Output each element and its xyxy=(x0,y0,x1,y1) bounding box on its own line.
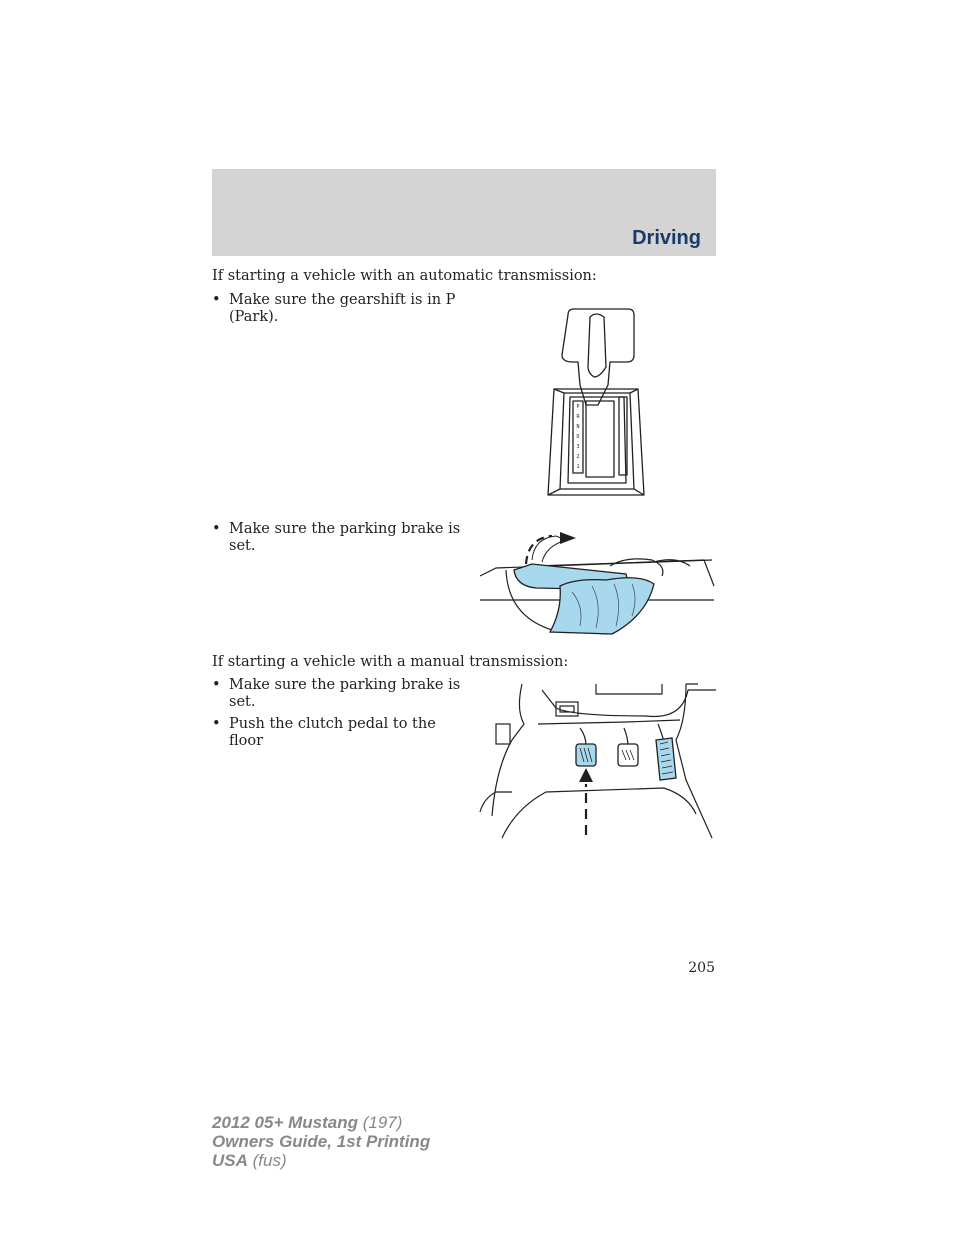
bullet-dot: • xyxy=(212,716,221,732)
footer-publication-info xyxy=(212,1113,430,1170)
bullet-parking-brake-manual xyxy=(212,677,462,710)
footer-line-2: Owners Guide, 1st Printing xyxy=(212,1132,431,1151)
footer-line-3: USA (fus) xyxy=(212,1151,287,1170)
footer-line-1: 2012 05+ Mustang (197) xyxy=(212,1113,403,1132)
bullet-dot: • xyxy=(212,292,221,308)
gear-letter: P xyxy=(576,404,580,410)
section-title: Driving xyxy=(632,227,701,249)
bullet-dot: • xyxy=(212,521,221,537)
bullet-dot: • xyxy=(212,677,221,693)
gear-letter: 2 xyxy=(576,454,580,460)
motion-arrow-icon xyxy=(560,532,576,544)
gear-letter: D xyxy=(576,434,580,440)
bullet-text: Make sure the parking brake is set. xyxy=(229,677,461,710)
bullet-text: Make sure the parking brake is set. xyxy=(229,521,461,554)
bullet-clutch-pedal xyxy=(212,716,462,749)
bullet-gearshift-park xyxy=(212,292,462,325)
gear-letter: R xyxy=(576,414,580,420)
intro-manual: If starting a vehicle with a manual transmission: xyxy=(212,654,569,670)
page-number: 205 xyxy=(688,960,715,976)
parking-brake-illustration xyxy=(476,526,718,638)
gear-letter: 1 xyxy=(576,464,580,470)
gear-letter: 3 xyxy=(576,444,580,450)
bullet-text: Make sure the gearshift is in P (Park). xyxy=(229,292,456,325)
clutch-pedal-illustration xyxy=(476,680,716,840)
gearshift-illustration xyxy=(540,305,650,501)
bullet-parking-brake-auto xyxy=(212,521,462,554)
bullet-text: Push the clutch pedal to the floor xyxy=(229,716,436,749)
gear-letter: N xyxy=(576,424,580,430)
section-header-band xyxy=(212,169,716,256)
intro-automatic: If starting a vehicle with an automatic transmission: xyxy=(212,268,597,284)
push-arrow-icon xyxy=(579,768,593,782)
